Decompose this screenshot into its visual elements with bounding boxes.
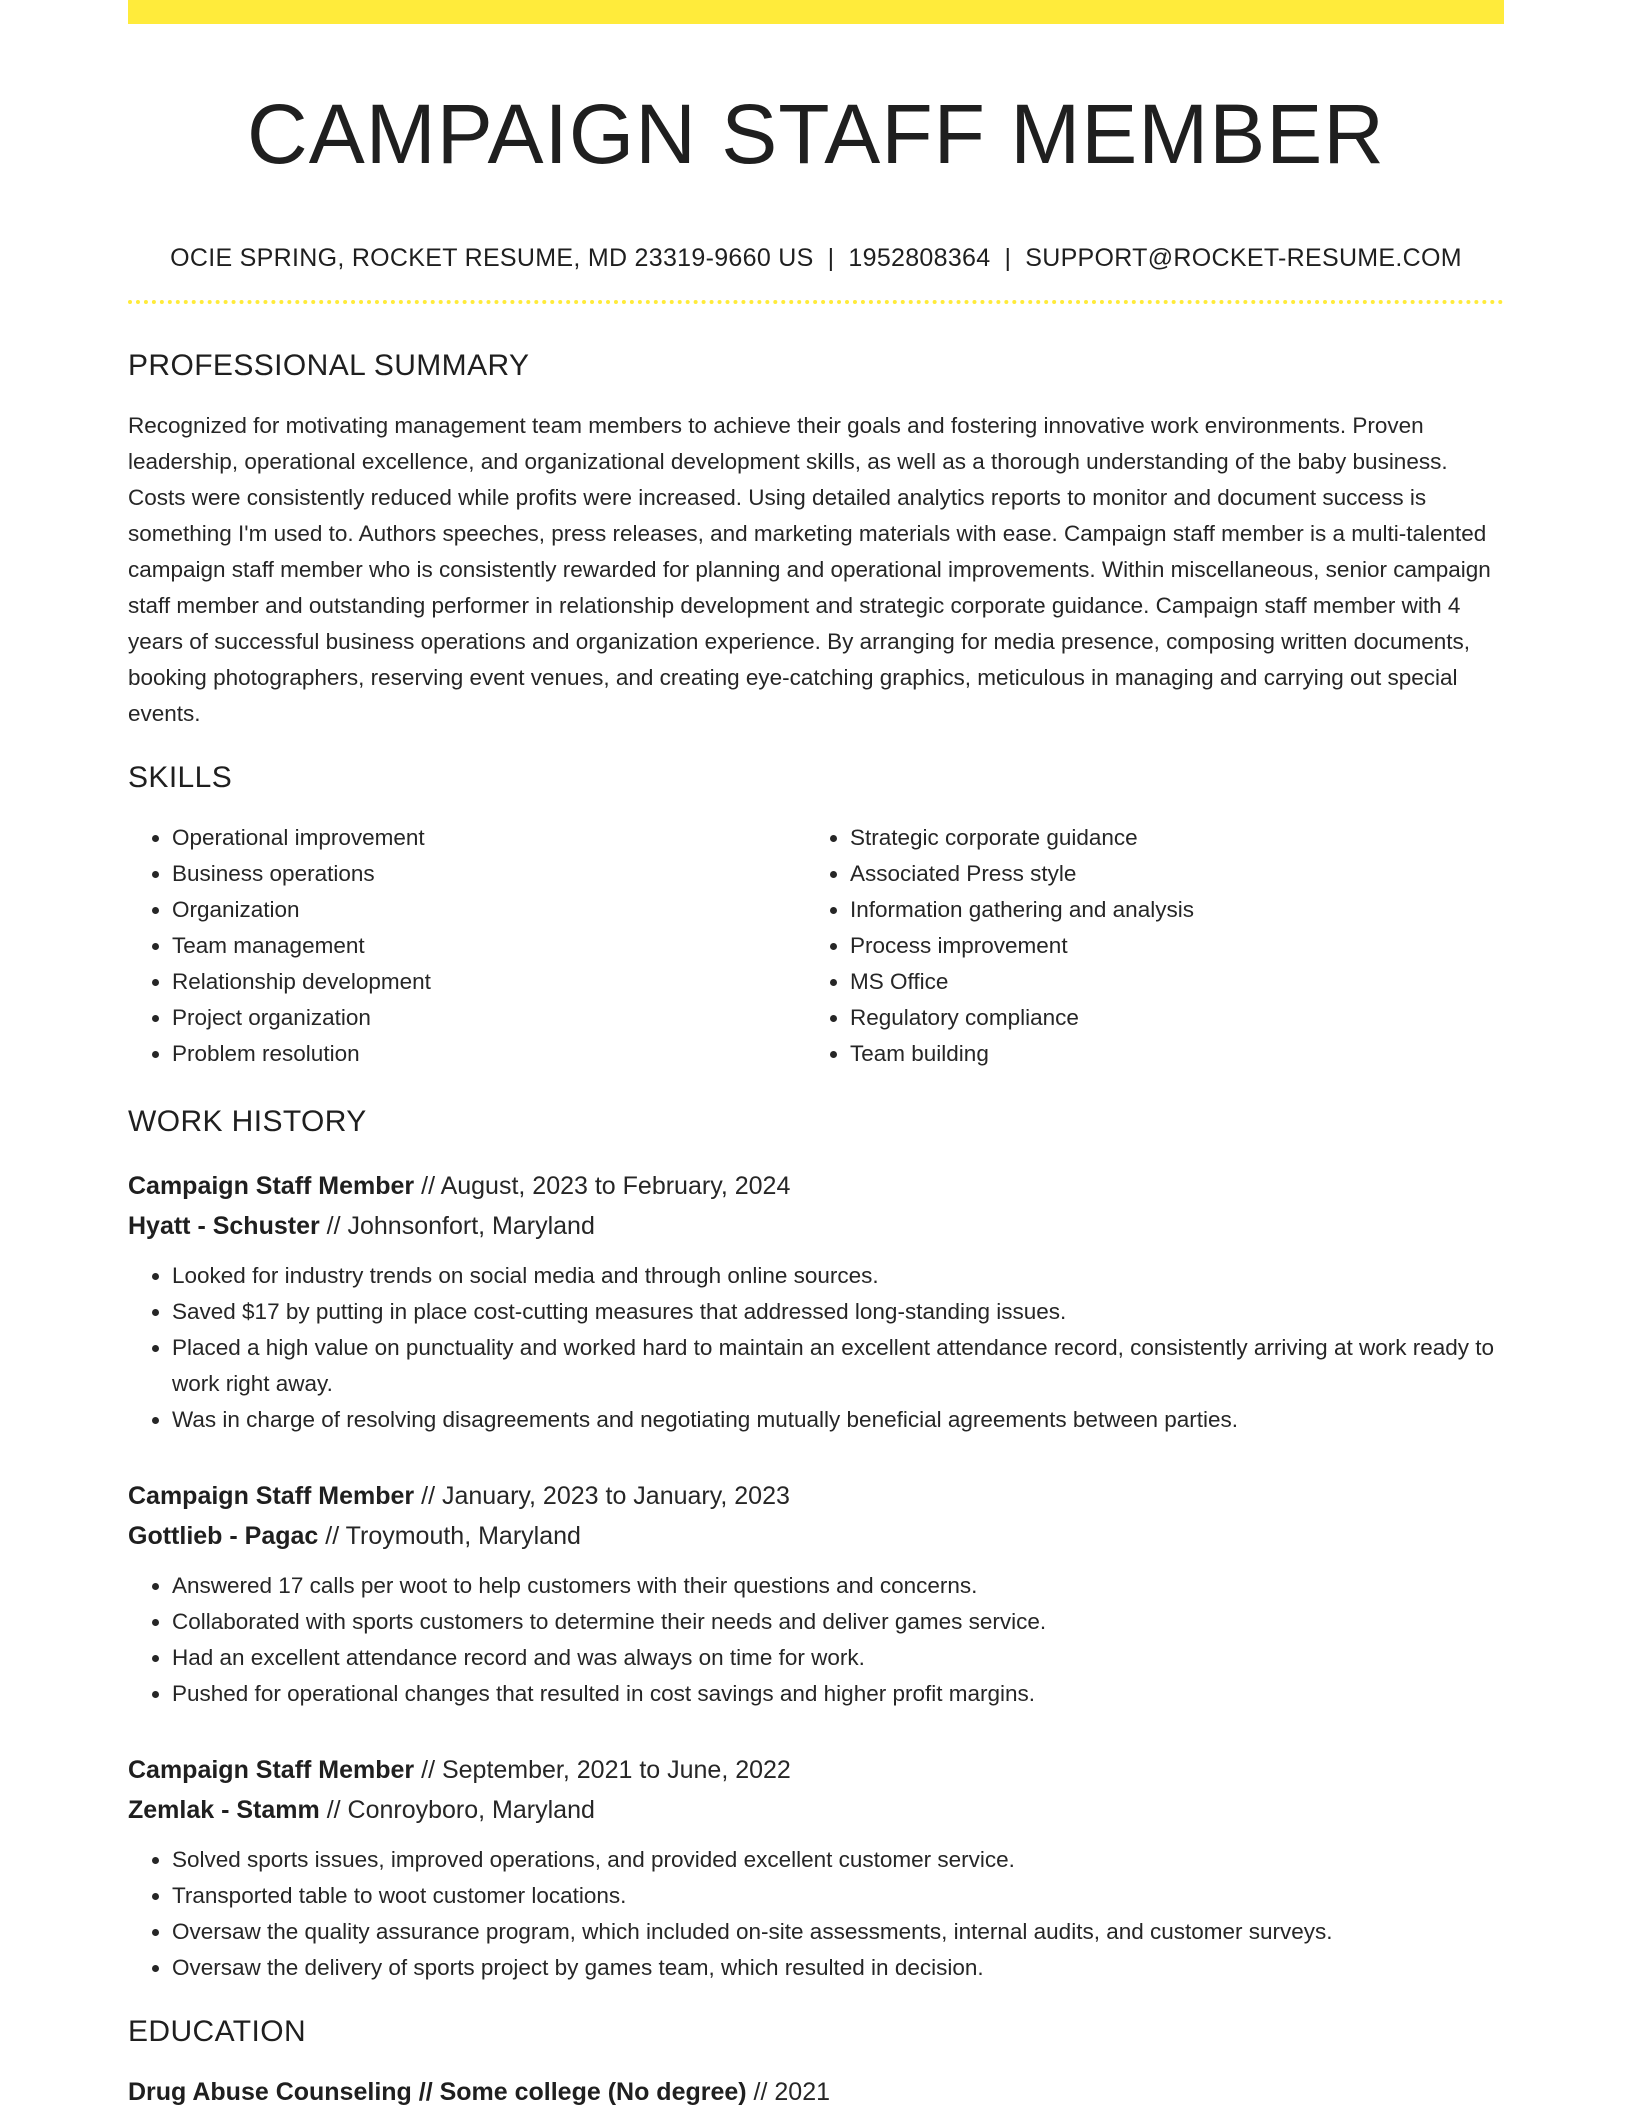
job-role: Campaign Staff Member <box>128 1482 415 1510</box>
skill-item: • Regulatory compliance <box>850 1000 1484 1036</box>
section-title-work-history: WORK HISTORY <box>128 1105 367 1138</box>
job-bullet: • Pushed for operational changes that resulted in cost savings and higher profit margins. <box>172 1676 1504 1712</box>
job-bullet: • Was in charge of resolving disagreements and negotiating mutually beneficial agreements between parties. <box>172 1402 1504 1438</box>
dotted-divider <box>128 300 1504 304</box>
contact-address: OCIE SPRING, ROCKET RESUME, MD 23319-9660 US <box>170 244 814 272</box>
job-bullet: • Saved $17 by putting in place cost-cutting measures that addressed long-standing issues. <box>172 1294 1504 1330</box>
job-location: // Conroyboro, Maryland <box>319 1796 595 1824</box>
skill-item: • Relationship development <box>172 964 806 1000</box>
skill-item: • Organization <box>172 892 806 928</box>
job-bullet: • Looked for industry trends on social media and through online sources. <box>172 1258 1504 1294</box>
job-entry <box>128 1750 1504 1986</box>
job-bullet: • Placed a high value on punctuality and worked hard to maintain an excellent attendance record, consistently arriving at work ready to work right away. <box>172 1330 1504 1402</box>
job-bullet: • Oversaw the quality assurance program, which included on-site assessments, internal audits, and customer surveys. <box>172 1914 1504 1950</box>
skills-column-right <box>806 820 1484 1072</box>
resume-title: CAMPAIGN STAFF MEMBER <box>247 87 1385 181</box>
job-role-line <box>128 1750 1504 1790</box>
job-bullets <box>128 1258 1504 1438</box>
skill-item: • Information gathering and analysis <box>850 892 1484 928</box>
job-company-line <box>128 1516 1504 1556</box>
job-bullets <box>128 1842 1504 1986</box>
job-company-line <box>128 1790 1504 1830</box>
skill-item: • Team building <box>850 1036 1484 1072</box>
job-role-line <box>128 1166 1504 1206</box>
job-dates: // September, 2021 to June, 2022 <box>414 1756 791 1784</box>
skill-item: • Team management <box>172 928 806 964</box>
section-title-skills: SKILLS <box>128 761 233 794</box>
job-company-line <box>128 1206 1504 1246</box>
job-bullet: • Collaborated with sports customers to determine their needs and deliver games service. <box>172 1604 1504 1640</box>
job-dates: // August, 2023 to February, 2024 <box>414 1172 791 1200</box>
job-dates: // January, 2023 to January, 2023 <box>414 1482 790 1510</box>
job-company: Zemlak - Stamm <box>128 1796 320 1824</box>
summary-text: Recognized for motivating management team members to achieve their goals and fostering innovative work environments. Proven leadership, operational excellence, and organizational development skills, as well as a thorough understanding of the baby business. Costs were consistently reduced while profits were increased. Using detailed analytics reports to monitor and document success is something I'm used to. Authors speeches, press releases, and marketing materials with ease. Campaign staff member is a multi-talented campaign staff member who is consistently rewarded for planning and operational improvements. Within miscellaneous, senior campaign staff member and outstanding performer in relationship development and strategic corporate guidance. Campaign staff member with 4 years of successful business operations and organization experience. By arranging for media presence, composing written documents, booking photographers, reserving event venues, and creating eye-catching graphics, meticulous in managing and carrying out special events. <box>128 413 1491 726</box>
job-company: Gottlieb - Pagac <box>128 1522 319 1550</box>
skill-item: • Operational improvement <box>172 820 806 856</box>
contact-separator: | <box>827 244 835 272</box>
job-role-line <box>128 1476 1504 1516</box>
job-entry <box>128 1166 1504 1438</box>
job-location: // Johnsonfort, Maryland <box>319 1212 595 1240</box>
job-bullet: • Had an excellent attendance record and was always on time for work. <box>172 1640 1504 1676</box>
contact-line <box>128 242 1504 274</box>
skill-item: • Associated Press style <box>850 856 1484 892</box>
job-role: Campaign Staff Member <box>128 1756 415 1784</box>
education-year: // 2021 <box>746 2078 831 2106</box>
section-title-summary: PROFESSIONAL SUMMARY <box>128 349 530 382</box>
contact-email[interactable]: SUPPORT@ROCKET-RESUME.COM <box>1025 244 1462 272</box>
job-bullets <box>128 1568 1504 1712</box>
skills-list <box>128 820 1504 1072</box>
job-bullet: • Transported table to woot customer locations. <box>172 1878 1504 1914</box>
skills-column-left <box>128 820 806 1072</box>
job-entry <box>128 1476 1504 1712</box>
skill-item: • Problem resolution <box>172 1036 806 1072</box>
job-bullet: • Solved sports issues, improved operations, and provided excellent customer service. <box>172 1842 1504 1878</box>
job-bullet: • Answered 17 calls per woot to help customers with their questions and concerns. <box>172 1568 1504 1604</box>
skill-item: • Project organization <box>172 1000 806 1036</box>
job-company: Hyatt - Schuster <box>128 1212 320 1240</box>
job-bullet: • Oversaw the delivery of sports project by games team, which resulted in decision. <box>172 1950 1504 1986</box>
education-entry <box>128 2072 1504 2112</box>
skill-item: • Business operations <box>172 856 806 892</box>
education-degree: Drug Abuse Counseling // Some college (No degree) <box>128 2078 747 2106</box>
skill-item: • Strategic corporate guidance <box>850 820 1484 856</box>
skill-item: • Process improvement <box>850 928 1484 964</box>
resume-page <box>128 0 1504 2112</box>
contact-separator: | <box>1004 244 1012 272</box>
section-title-education: EDUCATION <box>128 2015 307 2048</box>
accent-bar <box>128 0 1504 24</box>
job-role: Campaign Staff Member <box>128 1172 415 1200</box>
contact-phone: 1952808364 <box>848 244 991 272</box>
job-location: // Troymouth, Maryland <box>318 1522 581 1550</box>
skill-item: • MS Office <box>850 964 1484 1000</box>
